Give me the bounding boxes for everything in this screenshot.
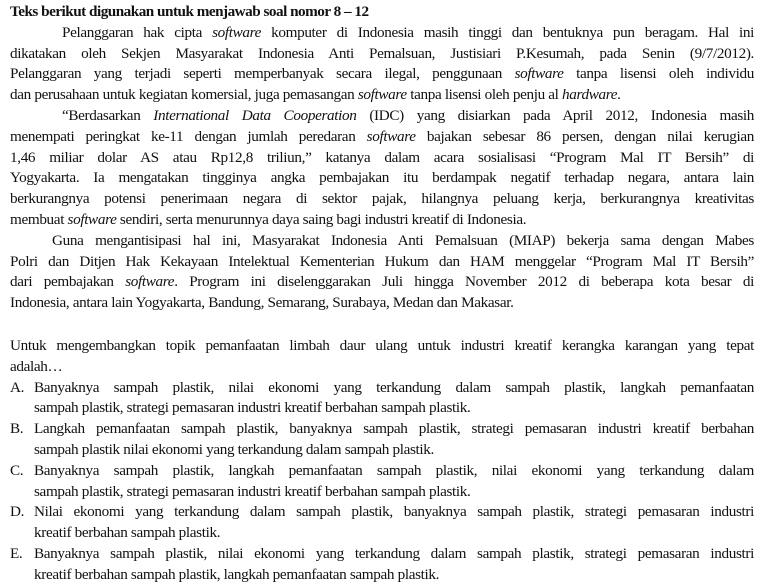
passage-paragraph-3 (10, 231, 754, 314)
passage-line: 1,46 miliar dolar AS atau Rp12,8 triliun,” katanya dalam acara sosialisasi “Program Mal IT Bersih” di (10, 148, 754, 166)
passage-line: membuat software sendiri, serta menurunnya daya saing bagi industri kreatif di Indonesia. (10, 210, 527, 228)
passage-line: Pelanggaran hak cipta software komputer di Indonesia masih tinggi dan bentuknya pun beragam. Hal ini (62, 23, 754, 41)
option-line: Banyaknya sampah plastik, nilai ekonomi yang terkandung dalam sampah plastik, strategi pemasaran industri (34, 544, 754, 562)
option-b[interactable] (10, 419, 754, 461)
option-line: Banyaknya sampah plastik, langkah pemanfaatan sampah plastik, nilai ekonomi yang terkandung dalam (34, 461, 754, 479)
term-software: software (67, 210, 117, 228)
option-line: kreatif berbahan sampah plastik, langkah pemanfaatan sampah plastik. (34, 565, 440, 583)
option-line: Langkah pemanfaatan sampah plastik, banyaknya sampah plastik, strategi pemasaran industri kreatif berbahan (34, 420, 754, 438)
option-letter: E. (10, 544, 23, 562)
option-line: sampah plastik, strategi pemasaran industri kreatif berbahan sampah plastik. (34, 399, 471, 417)
option-line: sampah plastik, strategi pemasaran industri kreatif berbahan sampah plastik. (34, 482, 471, 500)
passage-line: dari pembajakan software. Program ini diselenggarakan Juli hingga November 2012 di beberapa kota besar di (10, 273, 754, 291)
answer-options (10, 378, 754, 586)
spacer (10, 314, 754, 336)
term-software: software (212, 23, 262, 41)
passage-line: Guna mengantisipasi hal ini, Masyarakat Indonesia Anti Pemalsuan (MIAP) bekerja sama dengan Mabes (52, 231, 754, 249)
passage-line: Indonesia, antara lain Yogyakarta, Bandung, Semarang, Surabaya, Medan dan Makasar. (10, 294, 514, 312)
passage-line: berkurangnya potensi penerimaan negara di sektor pajak, hilangnya peluang kerja, berkurangnya kreativitas (10, 190, 754, 208)
option-letter: B. (10, 420, 24, 438)
passage-line: Polri dan Ditjen Hak Kekayaan Intelektual Kementerian Hukum dan HAM menggelar “Program Mal IT Bersih” (10, 252, 754, 270)
question-line: Untuk mengembangkan topik pemanfaatan limbah daur ulang untuk industri kreatif kerangka karangan yang tepat (10, 336, 754, 354)
passage-line: dikatakan oleh Sekjen Masyarakat Indonesia Anti Pemalsuan, Justisiari P.Kesumah, pada Senin (9/7/2012). (10, 44, 754, 62)
option-line: Nilai ekonomi yang terkandung dalam sampah plastik, banyaknya sampah plastik, strategi pemasaran industri (34, 503, 754, 521)
option-letter: D. (10, 503, 25, 521)
option-line: kreatif berbahan sampah plastik. (34, 524, 221, 542)
term-software: software (514, 65, 564, 83)
option-line: sampah plastik nilai ekonomi yang terkandung dalam sampah plastik. (34, 440, 434, 458)
passage-line: dan perusahaan untuk kegiatan komersial, juga pemasangan software tanpa lisensi oleh penju al hardware. (10, 86, 621, 104)
option-a[interactable] (10, 378, 754, 420)
passage-line: Yogyakarta. Ia mengatakan tingginya angka pembajakan itu berdampak negatif terhadap negara, antara lain (10, 169, 754, 187)
option-e[interactable] (10, 544, 754, 586)
term-idc: International Data Cooperation (153, 106, 357, 124)
passage-line: “Berdasarkan International Data Cooperation (IDC) yang disiarkan pada April 2012, Indonesia masih (62, 106, 755, 124)
option-line: Banyaknya sampah plastik, nilai ekonomi yang terkandung dalam sampah plastik, langkah pemanfaatan (34, 378, 754, 396)
term-software: software (357, 86, 407, 104)
question-stem (10, 336, 754, 378)
option-letter: A. (10, 378, 25, 396)
document-page (10, 2, 754, 586)
passage-title: Teks berikut digunakan untuk menjawab soal nomor 8 – 12 (10, 3, 369, 20)
passage-paragraph-1 (10, 23, 754, 106)
passage-line: Pelanggaran yang terjadi seperti memperbanyak secara ilegal, penggunaan software tanpa lisensi oleh individu (10, 65, 754, 83)
term-software: software (125, 273, 175, 291)
passage-line: menempati peringkat ke-11 dengan jumlah peredaran software bajakan sebesar 86 persen, dengan nilai kerugian (10, 127, 755, 145)
passage-paragraph-2 (10, 106, 754, 231)
option-c[interactable] (10, 461, 754, 503)
question-line: adalah… (10, 357, 63, 375)
option-letter: C. (10, 461, 24, 479)
term-software: software (366, 127, 416, 145)
option-d[interactable] (10, 502, 754, 544)
term-hardware: hardware (561, 86, 618, 104)
